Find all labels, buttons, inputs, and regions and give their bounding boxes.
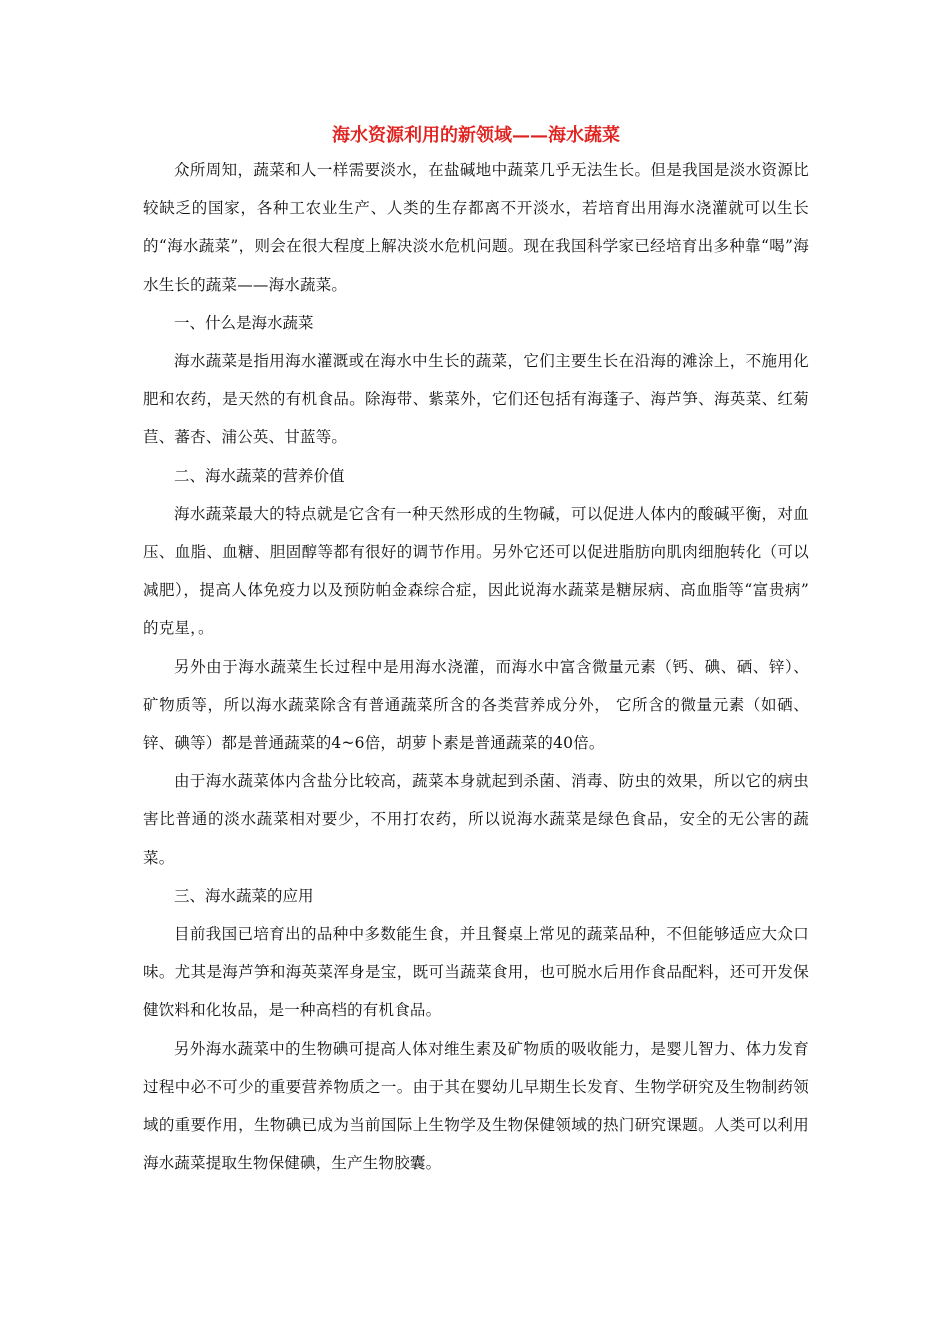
document-body (143, 121, 809, 1182)
section2-paragraph-2: 另外由于海水蔬菜生长过程中是用海水浇灌，而海水中富含微量元素（钙、碘、硒、锌）、矿物质等，所以海水蔬菜除含有普通蔬菜所含的各类营养成分外， 它所含的微量元素（如硒、锌、碘等）都是普通蔬菜的4~6倍，胡萝卜素是普通蔬菜的40倍。 (143, 657, 809, 753)
intro-paragraph: 众所周知，蔬菜和人一样需要淡水，在盐碱地中蔬菜几乎无法生长。但是我国是淡水资源比较缺乏的国家，各种工农业生产、人类的生存都离不开淡水，若培育出用海水浇灌就可以生长的“海水蔬菜”，则会在很大程度上解决淡水危机问题。现在我国科学家已经培育出多种靠“喝”海水生长的蔬菜——海水蔬菜。 (143, 161, 809, 294)
section1-paragraph: 海水蔬菜是指用海水灌溉或在海水中生长的蔬菜，它们主要生长在沿海的滩涂上，不施用化肥和农药，是天然的有机食品。除海带、紫菜外，它们还包括有海蓬子、海芦笋、海英菜、红菊苣、蕃杏、浦公英、甘蓝等。 (143, 352, 809, 447)
section-heading-applications: 三、海水蔬菜的应用 (174, 886, 314, 905)
section3-paragraph-1: 目前我国已培育出的品种中多数能生食，并且餐桌上常见的蔬菜品种，不但能够适应大众口味。尤其是海芦笋和海英菜浑身是宝，既可当蔬菜食用，也可脱水后用作食品配料，还可开发保健饮料和化妆品，是一种高档的有机食品。 (143, 925, 809, 1020)
section3-paragraph-2: 另外海水蔬菜中的生物碘可提高人体对维生素及矿物质的吸收能力，是婴儿智力、体力发育过程中必不可少的重要营养物质之一。由于其在婴幼儿早期生长发育、生物学研究及生物制药领域的重要作用，生物碘已成为当前国际上生物学及生物保健领域的热门研究课题。人类可以利用海水蔬菜提取生物保健碘，生产生物胶囊。 (143, 1039, 809, 1173)
section2-paragraph-3: 由于海水蔬菜体内含盐分比较高，蔬菜本身就起到杀菌、消毒、防虫的效果，所以它的病虫害比普通的淡水蔬菜相对要少，不用打农药，所以说海水蔬菜是绿色食品，安全的无公害的蔬菜。 (143, 772, 809, 867)
section2-paragraph-1: 海水蔬菜最大的特点就是它含有一种天然形成的生物碱，可以促进人体内的酸碱平衡，对血压、血脂、血糖、胆固醇等都有很好的调节作用。另外它还可以促进脂肪向肌肉细胞转化（可以减肥），提高人体免疫力以及预防帕金森综合症，因此说海水蔬菜是糖尿病、高血脂等“富贵病” 的克星，。 (143, 504, 809, 638)
document-title: 海水资源利用的新领域——海水蔬菜 (332, 125, 620, 146)
section-heading-nutrition: 二、海水蔬菜的营养价值 (174, 466, 345, 485)
section-heading-what-is: 一、什么是海水蔬菜 (174, 313, 314, 332)
